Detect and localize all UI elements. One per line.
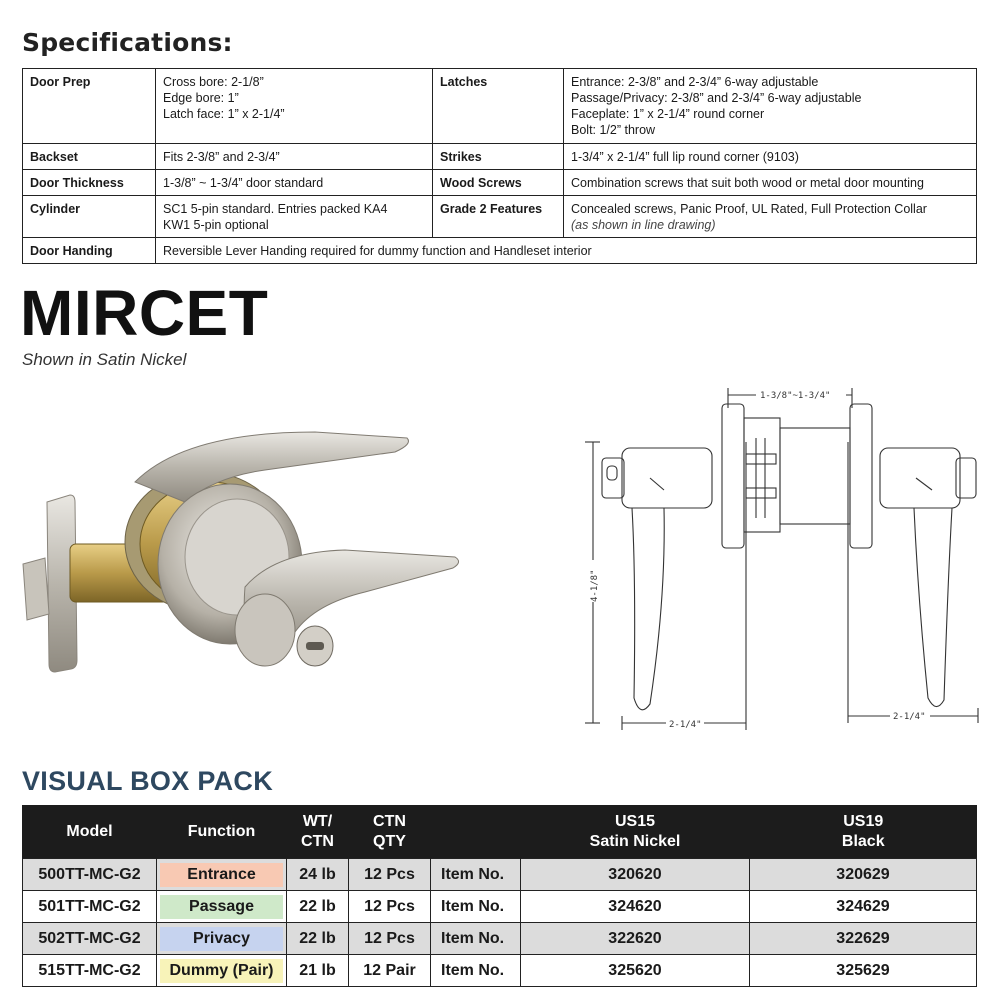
header-blank — [431, 805, 521, 859]
cell-item-label: Item No. — [431, 955, 521, 987]
spec-note: (as shown in line drawing) — [571, 218, 716, 232]
table-header-row — [23, 805, 977, 859]
spec-label-wood-screws: Wood Screws — [433, 170, 564, 196]
spec-row — [23, 170, 977, 196]
header-ctn-qty — [349, 805, 431, 859]
spec-label-latches: Latches — [433, 69, 564, 144]
spec-label-grade2: Grade 2 Features — [433, 196, 564, 238]
dim-right-label: 2-1/4" — [893, 712, 926, 722]
cell-us15: 322620 — [521, 923, 750, 955]
cell-function — [157, 859, 287, 891]
function-chip: Passage — [160, 895, 283, 919]
cell-model: 502TT-MC-G2 — [23, 923, 157, 955]
cell-us19: 320629 — [750, 859, 977, 891]
product-finish-note: Shown in Satin Nickel — [22, 350, 187, 369]
cell-us15: 324620 — [521, 891, 750, 923]
table-row — [23, 923, 977, 955]
header-function: Function — [157, 805, 287, 859]
header-line: US15 — [614, 812, 656, 830]
cell-function — [157, 891, 287, 923]
spec-label-door-handing: Door Handing — [23, 238, 156, 264]
spec-line: Edge bore: 1” — [163, 91, 239, 105]
cell-weight: 22 lb — [287, 891, 349, 923]
cell-us15: 325620 — [521, 955, 750, 987]
cell-item-label: Item No. — [431, 859, 521, 891]
product-title: MIRCET — [20, 277, 269, 349]
spec-value-cylinder — [156, 196, 433, 238]
spec-value-door-prep — [156, 69, 433, 144]
header-line: Satin Nickel — [589, 832, 681, 850]
cell-item-label: Item No. — [431, 891, 521, 923]
function-chip: Privacy — [160, 927, 283, 951]
box-pack-heading: VISUAL BOX PACK — [22, 766, 274, 796]
header-line: CTN — [301, 832, 334, 850]
dim-height-label: 4-1/8" — [590, 569, 600, 602]
spec-row — [23, 238, 977, 264]
spec-label-door-thickness: Door Thickness — [23, 170, 156, 196]
header-model: Model — [23, 805, 157, 859]
cell-weight: 24 lb — [287, 859, 349, 891]
spec-line: Concealed screws, Panic Proof, UL Rated, Full Protection Collar — [571, 202, 927, 216]
spec-value-door-thickness: 1-3/8” ~ 1-3/4” door standard — [156, 170, 433, 196]
spec-line: Latch face: 1” x 2-1/4” — [163, 107, 285, 121]
spec-value-strikes: 1-3/4” x 2-1/4” full lip round corner (9103) — [564, 144, 977, 170]
cell-model: 515TT-MC-G2 — [23, 955, 157, 987]
cell-us15: 320620 — [521, 859, 750, 891]
spec-label-cylinder: Cylinder — [23, 196, 156, 238]
table-row — [23, 955, 977, 987]
spec-line: Entrance: 2-3/8” and 2-3/4” 6-way adjustable — [571, 75, 819, 89]
spec-line: KW1 5-pin optional — [163, 218, 269, 232]
spec-value-wood-screws: Combination screws that suit both wood or metal door mounting — [564, 170, 977, 196]
header-line: WT/ — [302, 812, 333, 830]
spec-value-latches — [564, 69, 977, 144]
spec-label-strikes: Strikes — [433, 144, 564, 170]
cell-qty: 12 Pcs — [349, 923, 431, 955]
table-row — [23, 859, 977, 891]
specifications-heading: Specifications: — [22, 28, 233, 57]
spec-line: Cross bore: 2-1/8” — [163, 75, 264, 89]
spec-line: SC1 5-pin standard. Entries packed KA4 — [163, 202, 388, 216]
spec-line: Passage/Privacy: 2-3/8” and 2-3/4” 6-way adjustable — [571, 91, 862, 105]
spec-value-door-handing: Reversible Lever Handing required for dummy function and Handleset interior — [156, 238, 977, 264]
cell-item-label: Item No. — [431, 923, 521, 955]
table-row — [23, 891, 977, 923]
function-chip: Dummy (Pair) — [160, 959, 283, 983]
dim-left-label: 2-1/4" — [669, 720, 702, 730]
header-us19 — [750, 805, 977, 859]
spec-line: Bolt: 1/2” throw — [571, 123, 656, 137]
specifications-table — [22, 68, 977, 264]
cell-us19: 325629 — [750, 955, 977, 987]
cell-function — [157, 923, 287, 955]
cell-us19: 324629 — [750, 891, 977, 923]
spec-value-backset: Fits 2-3/8” and 2-3/4” — [156, 144, 433, 170]
cell-model: 500TT-MC-G2 — [23, 859, 157, 891]
product-photo — [15, 392, 465, 692]
header-line: CTN — [373, 812, 406, 830]
line-drawing — [580, 378, 985, 738]
spec-label-backset: Backset — [23, 144, 156, 170]
cell-qty: 12 Pair — [349, 955, 431, 987]
header-line: US19 — [843, 812, 884, 830]
cell-qty: 12 Pcs — [349, 891, 431, 923]
header-us15 — [521, 805, 750, 859]
header-weight — [287, 805, 349, 859]
cell-qty: 12 Pcs — [349, 859, 431, 891]
function-chip: Entrance — [160, 863, 283, 887]
cell-us19: 322629 — [750, 923, 977, 955]
header-line: QTY — [373, 832, 406, 850]
spec-row — [23, 196, 977, 238]
cell-weight: 22 lb — [287, 923, 349, 955]
spec-value-grade2 — [564, 196, 977, 238]
spec-row — [23, 69, 977, 144]
spec-label-door-prep: Door Prep — [23, 69, 156, 144]
cell-function — [157, 955, 287, 987]
spec-line: Faceplate: 1” x 2-1/4” round corner — [571, 107, 765, 121]
spec-row — [23, 144, 977, 170]
header-line: Black — [841, 832, 885, 850]
cell-weight: 21 lb — [287, 955, 349, 987]
box-pack-table — [22, 805, 977, 987]
cell-model: 501TT-MC-G2 — [23, 891, 157, 923]
dim-top-label: 1-3/8"~1-3/4" — [760, 391, 831, 401]
